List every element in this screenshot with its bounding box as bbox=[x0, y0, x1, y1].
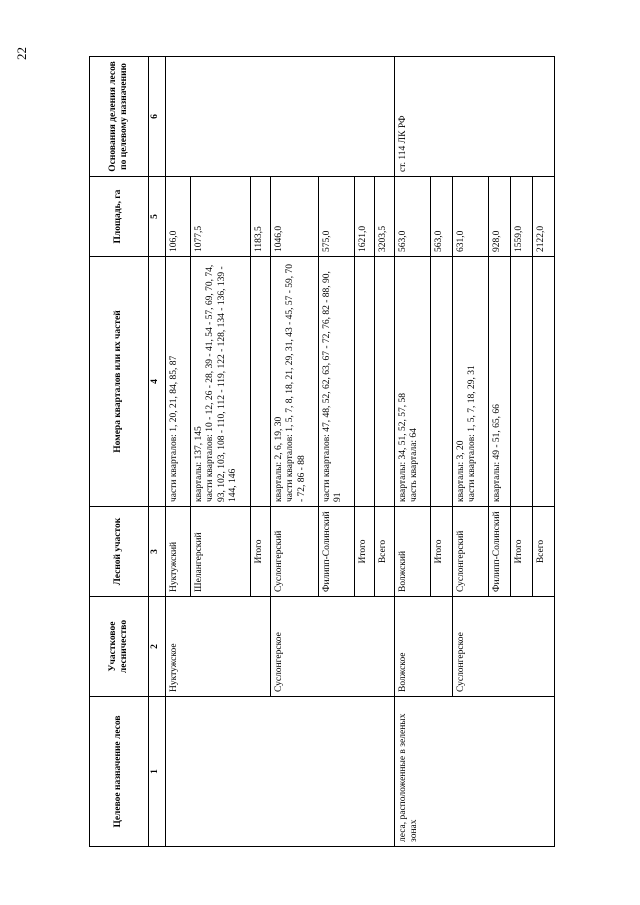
purpose-cell: леса, расположенные в зеленых зонах bbox=[395, 697, 555, 847]
header-cell: Целевое назначение лесов bbox=[90, 697, 149, 847]
area-cell: 1559,0 bbox=[511, 177, 533, 257]
header-cell: Площадь, га bbox=[90, 177, 149, 257]
rotated-table-content bbox=[89, 57, 586, 847]
district-cell: Суслонгерское bbox=[453, 597, 555, 697]
site-cell: Нуктужский bbox=[166, 507, 191, 597]
header-cell: Основания деления лесов по целевому назначению bbox=[90, 57, 149, 177]
district-cell: Нуктужское bbox=[166, 597, 271, 697]
area-cell: 1046,0 bbox=[271, 177, 319, 257]
site-cell: Волжский bbox=[395, 507, 431, 597]
site-cell: Филипп-Солинский bbox=[489, 507, 511, 597]
table-row bbox=[166, 57, 191, 847]
purpose-cell bbox=[166, 697, 395, 847]
quarters-cell bbox=[355, 257, 375, 507]
quarters-cell: части кварталов: 1, 20, 21, 84, 85, 87 bbox=[166, 257, 191, 507]
quarters-cell: кварталы: 137, 145 части кварталов: 10 - 12, 26 - 28, 39 - 41, 54 - 57, 69, 70, 74, 93, 102, 103, 108 - 110, 112 - 119, 122 - 128, 134 - 136, 139 - 144, 146 bbox=[191, 257, 251, 507]
site-cell: Суслонгерский bbox=[453, 507, 489, 597]
subtotal-label: Итого bbox=[511, 507, 533, 597]
district-cell: Суслонгерское bbox=[271, 597, 395, 697]
site-cell: Суслонгерский bbox=[271, 507, 319, 597]
header-cell: Участковое лесничество bbox=[90, 597, 149, 697]
page-number: 22 bbox=[14, 47, 29, 60]
column-number-row bbox=[149, 57, 166, 847]
header-cell: Лесной участок bbox=[90, 507, 149, 597]
basis-cell bbox=[166, 57, 395, 177]
column-number: 2 bbox=[149, 597, 166, 697]
total-label: Всего bbox=[533, 507, 555, 597]
quarters-cell bbox=[375, 257, 395, 507]
area-cell: 106,0 bbox=[166, 177, 191, 257]
column-number: 1 bbox=[149, 697, 166, 847]
area-cell: 1077,5 bbox=[191, 177, 251, 257]
area-cell: 2122,0 bbox=[533, 177, 555, 257]
column-number: 5 bbox=[149, 177, 166, 257]
total-label: Всего bbox=[375, 507, 395, 597]
area-cell: 575,0 bbox=[319, 177, 355, 257]
area-cell: 3203,5 bbox=[375, 177, 395, 257]
rotated-table-sheet bbox=[89, 57, 586, 847]
quarters-cell bbox=[511, 257, 533, 507]
quarters-cell: кварталы: 2, 6, 19, 30 части кварталов: 1, 5, 7, 8, 18, 21, 29, 31, 43 - 45, 57 - 59, 70 - 72, 86 - 88 bbox=[271, 257, 319, 507]
district-cell: Волжское bbox=[395, 597, 453, 697]
basis-cell: ст. 114 ЛК РФ bbox=[395, 57, 555, 177]
subtotal-label: Итого bbox=[251, 507, 271, 597]
quarters-cell: части кварталов: 47, 48, 52, 62, 63, 67 - 72, 76, 82 - 88, 90, 91 bbox=[319, 257, 355, 507]
quarters-cell bbox=[431, 257, 453, 507]
column-number: 3 bbox=[149, 507, 166, 597]
site-cell: Филипп-Солинский bbox=[319, 507, 355, 597]
area-cell: 928,0 bbox=[489, 177, 511, 257]
header-row bbox=[90, 57, 149, 847]
area-cell: 631,0 bbox=[453, 177, 489, 257]
site-cell: Шелангерский bbox=[191, 507, 251, 597]
area-cell: 563,0 bbox=[395, 177, 431, 257]
quarters-cell: кварталы: 34, 51, 52, 57, 58 часть квартала: 64 bbox=[395, 257, 431, 507]
table-row bbox=[395, 57, 431, 847]
area-cell: 1621,0 bbox=[355, 177, 375, 257]
forest-table bbox=[89, 56, 555, 847]
column-number: 6 bbox=[149, 57, 166, 177]
quarters-cell bbox=[251, 257, 271, 507]
quarters-cell: кварталы: 3, 20 части кварталов: 1, 5, 7, 18, 29, 31 bbox=[453, 257, 489, 507]
subtotal-label: Итого bbox=[355, 507, 375, 597]
quarters-cell bbox=[533, 257, 555, 507]
quarters-cell: кварталы: 49 - 51, 65, 66 bbox=[489, 257, 511, 507]
area-cell: 1183,5 bbox=[251, 177, 271, 257]
subtotal-label: Итого bbox=[431, 507, 453, 597]
area-cell: 563,0 bbox=[431, 177, 453, 257]
column-number: 4 bbox=[149, 257, 166, 507]
header-cell: Номера кварталов или их частей bbox=[90, 257, 149, 507]
